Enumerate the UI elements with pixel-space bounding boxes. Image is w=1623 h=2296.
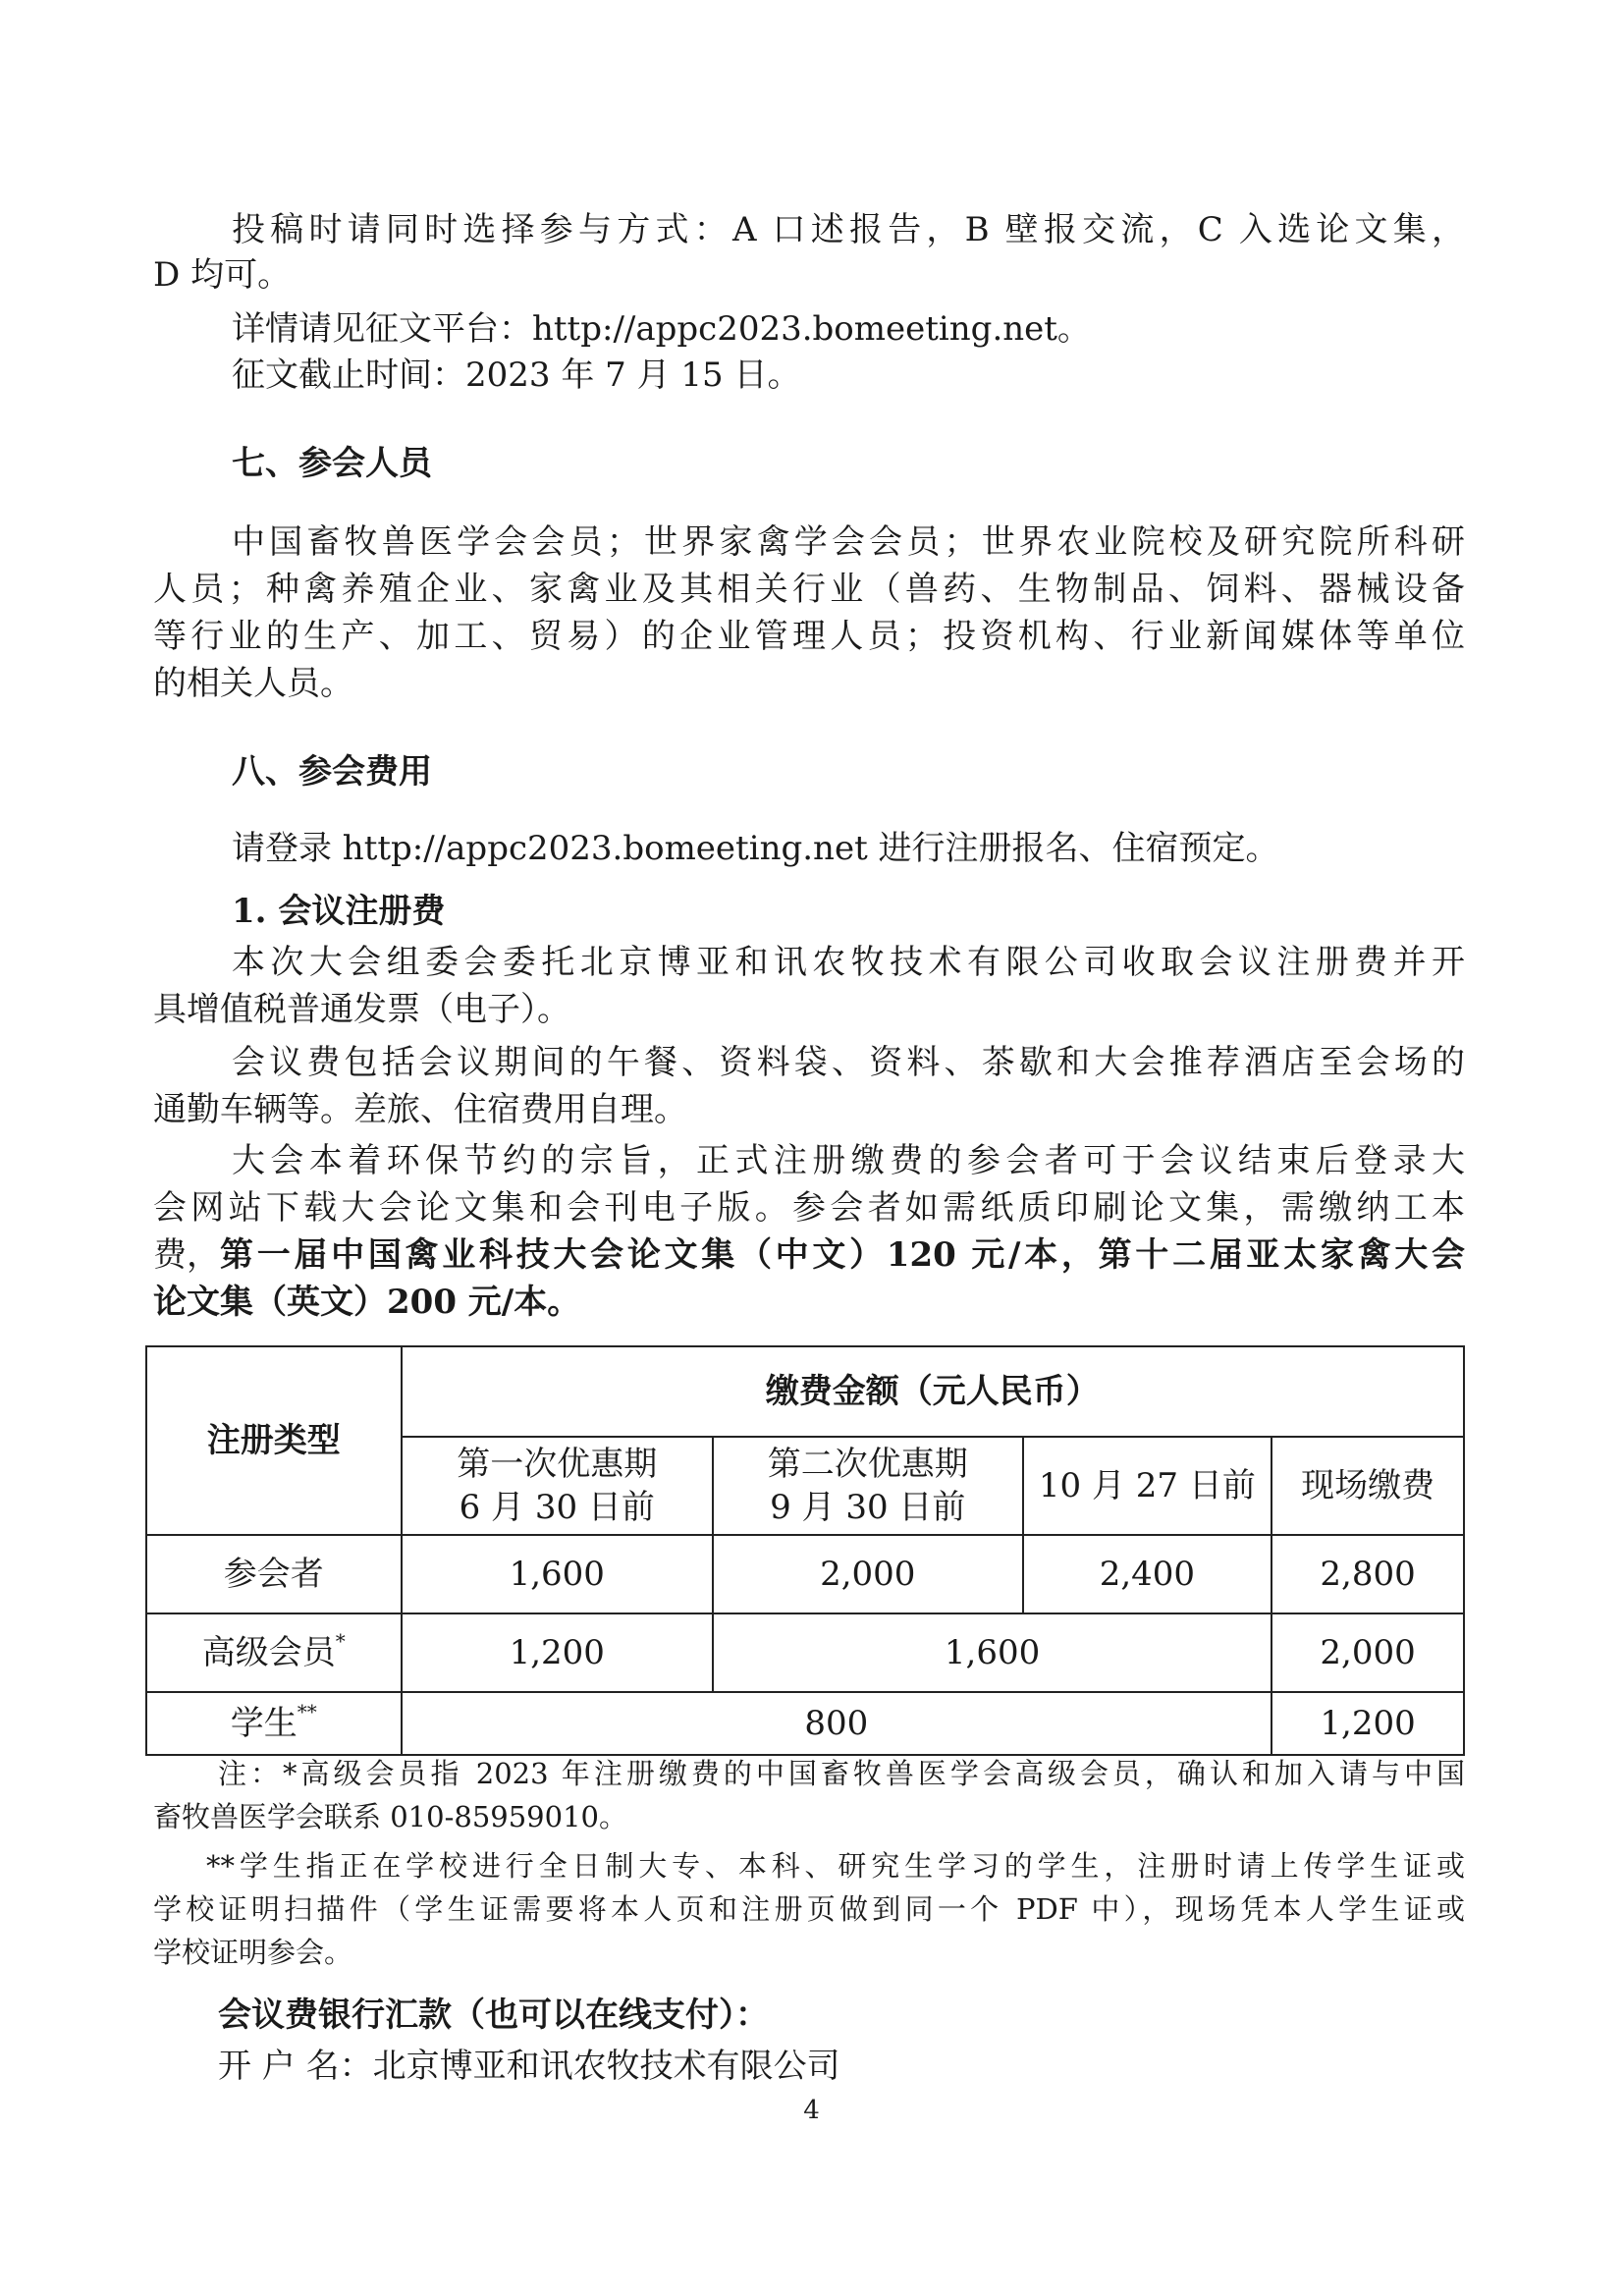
row-attendee-p4: 2,800	[1271, 1535, 1464, 1613]
table-row	[146, 1613, 1464, 1692]
platform-link-line: 详情请见征文平台：http://appc2023.bomeeting.net。	[232, 309, 1091, 349]
row-attendee-p2: 2,000	[713, 1535, 1023, 1613]
section-7-heading: 七、参会人员	[232, 444, 432, 483]
proceedings-price-en: 论文集（英文）200 元/本。	[153, 1283, 581, 1322]
para-1-line-1: 本次大会组委会委托北京博亚和讯农牧技术有限公司收取会议注册费并开	[232, 943, 1465, 982]
registration-fee-heading: 1. 会议注册费	[232, 892, 446, 931]
account-name-label: 开 户 名：	[218, 2047, 373, 2086]
row-senior-label: 高级会员	[201, 1633, 336, 1672]
para-1-line-2: 具增值税普通发票（电子）。	[153, 990, 570, 1029]
section-7-line-2: 人员；种禽养殖企业、家禽业及其相关行业（兽药、生物制品、饲料、器械设备	[153, 570, 1465, 609]
para-3-line-3	[153, 1233, 1465, 1277]
row-senior-mark: *	[335, 1629, 346, 1653]
row-senior-p23: 1,600	[713, 1613, 1271, 1692]
account-name-value: 北京博亚和讯农牧技术有限公司	[372, 2047, 840, 2086]
row-student-label-cell	[146, 1692, 402, 1755]
account-name-line	[218, 2045, 840, 2088]
registration-link-line: 请登录 http://appc2023.bomeeting.net 进行注册报名、住宿预定。	[232, 829, 1279, 868]
period-4-header: 现场缴费	[1271, 1437, 1464, 1535]
para-3-line-2: 会网站下载大会论文集和会刊电子版。参会者如需纸质印刷论文集，需缴纳工本	[153, 1188, 1465, 1228]
period-2-line-2: 9 月 30 日前	[770, 1488, 966, 1527]
period-3-header: 10 月 27 日前	[1023, 1437, 1272, 1535]
col-registration-type: 注册类型	[146, 1346, 402, 1535]
note-senior-line-1: 注：*高级会员指 2023 年注册缴费的中国畜牧兽医学会高级会员，确认和加入请与中国	[218, 1757, 1465, 1790]
submission-mode-line-cont: D 均可。	[153, 255, 292, 295]
para-3-line-1: 大会本着环保节约的宗旨，正式注册缴费的参会者可于会议结束后登录大	[232, 1141, 1465, 1180]
table-row	[146, 1535, 1464, 1613]
section-7-line-1: 中国畜牧兽医学会会员；世界家禽学会会员；世界农业院校及研究院所科研	[232, 522, 1465, 562]
period-2-header	[713, 1437, 1023, 1535]
proceedings-price-cn: 第一届中国禽业科技大会论文集（中文）120 元/本，第十二届亚太家禽大会	[220, 1235, 1465, 1275]
submission-mode-line: 投稿时请同时选择参与方式：A 口述报告，B 壁报交流，C 入选论文集，	[232, 210, 1465, 249]
para-2-line-1: 会议费包括会议期间的午餐、资料袋、资料、茶歇和大会推荐酒店至会场的	[232, 1043, 1465, 1082]
table-header-row	[146, 1346, 1464, 1437]
note-student-line-2: 学校证明扫描件（学生证需要将本人页和注册页做到同一个 PDF 中），现场凭本人学生证或	[153, 1892, 1465, 1926]
period-2-line-1: 第二次优惠期	[767, 1445, 968, 1484]
section-7-line-4: 的相关人员。	[153, 664, 353, 703]
section-8-heading: 八、参会费用	[232, 752, 432, 792]
para-3-line-3-prefix: 费，	[153, 1235, 220, 1275]
row-senior-p1: 1,200	[402, 1613, 714, 1692]
note-student-line-1: **学生指正在学校进行全日制大专、本科、研究生学习的学生，注册时请上传学生证或	[206, 1849, 1465, 1883]
row-senior-label-cell	[146, 1613, 402, 1692]
row-senior-p4: 2,000	[1271, 1613, 1464, 1692]
col-fee-amount: 缴费金额（元人民币）	[402, 1346, 1465, 1437]
period-1-header	[402, 1437, 714, 1535]
table-row	[146, 1692, 1464, 1755]
row-student-p123: 800	[402, 1692, 1272, 1755]
row-student-label: 学生	[230, 1704, 298, 1743]
row-attendee-label: 参会者	[146, 1535, 402, 1613]
row-student-p4: 1,200	[1271, 1692, 1464, 1755]
fee-table	[145, 1345, 1465, 1756]
note-senior-line-2: 畜牧兽医学会联系 010-85959010。	[153, 1800, 627, 1833]
row-student-mark: **	[297, 1700, 317, 1723]
period-1-line-2: 6 月 30 日前	[459, 1488, 655, 1527]
page-number: 4	[803, 2096, 820, 2125]
deadline-line: 征文截止时间：2023 年 7 月 15 日。	[232, 355, 801, 395]
row-attendee-p1: 1,600	[402, 1535, 714, 1613]
para-2-line-2: 通勤车辆等。差旅、住宿费用自理。	[153, 1090, 687, 1129]
row-attendee-p3: 2,400	[1023, 1535, 1272, 1613]
period-1-line-1: 第一次优惠期	[457, 1445, 658, 1484]
note-student-line-3: 学校证明参会。	[153, 1936, 353, 1969]
section-7-line-3: 等行业的生产、加工、贸易）的企业管理人员；投资机构、行业新闻媒体等单位	[153, 617, 1465, 656]
bank-transfer-heading: 会议费银行汇款（也可以在线支付）：	[218, 1995, 769, 2035]
